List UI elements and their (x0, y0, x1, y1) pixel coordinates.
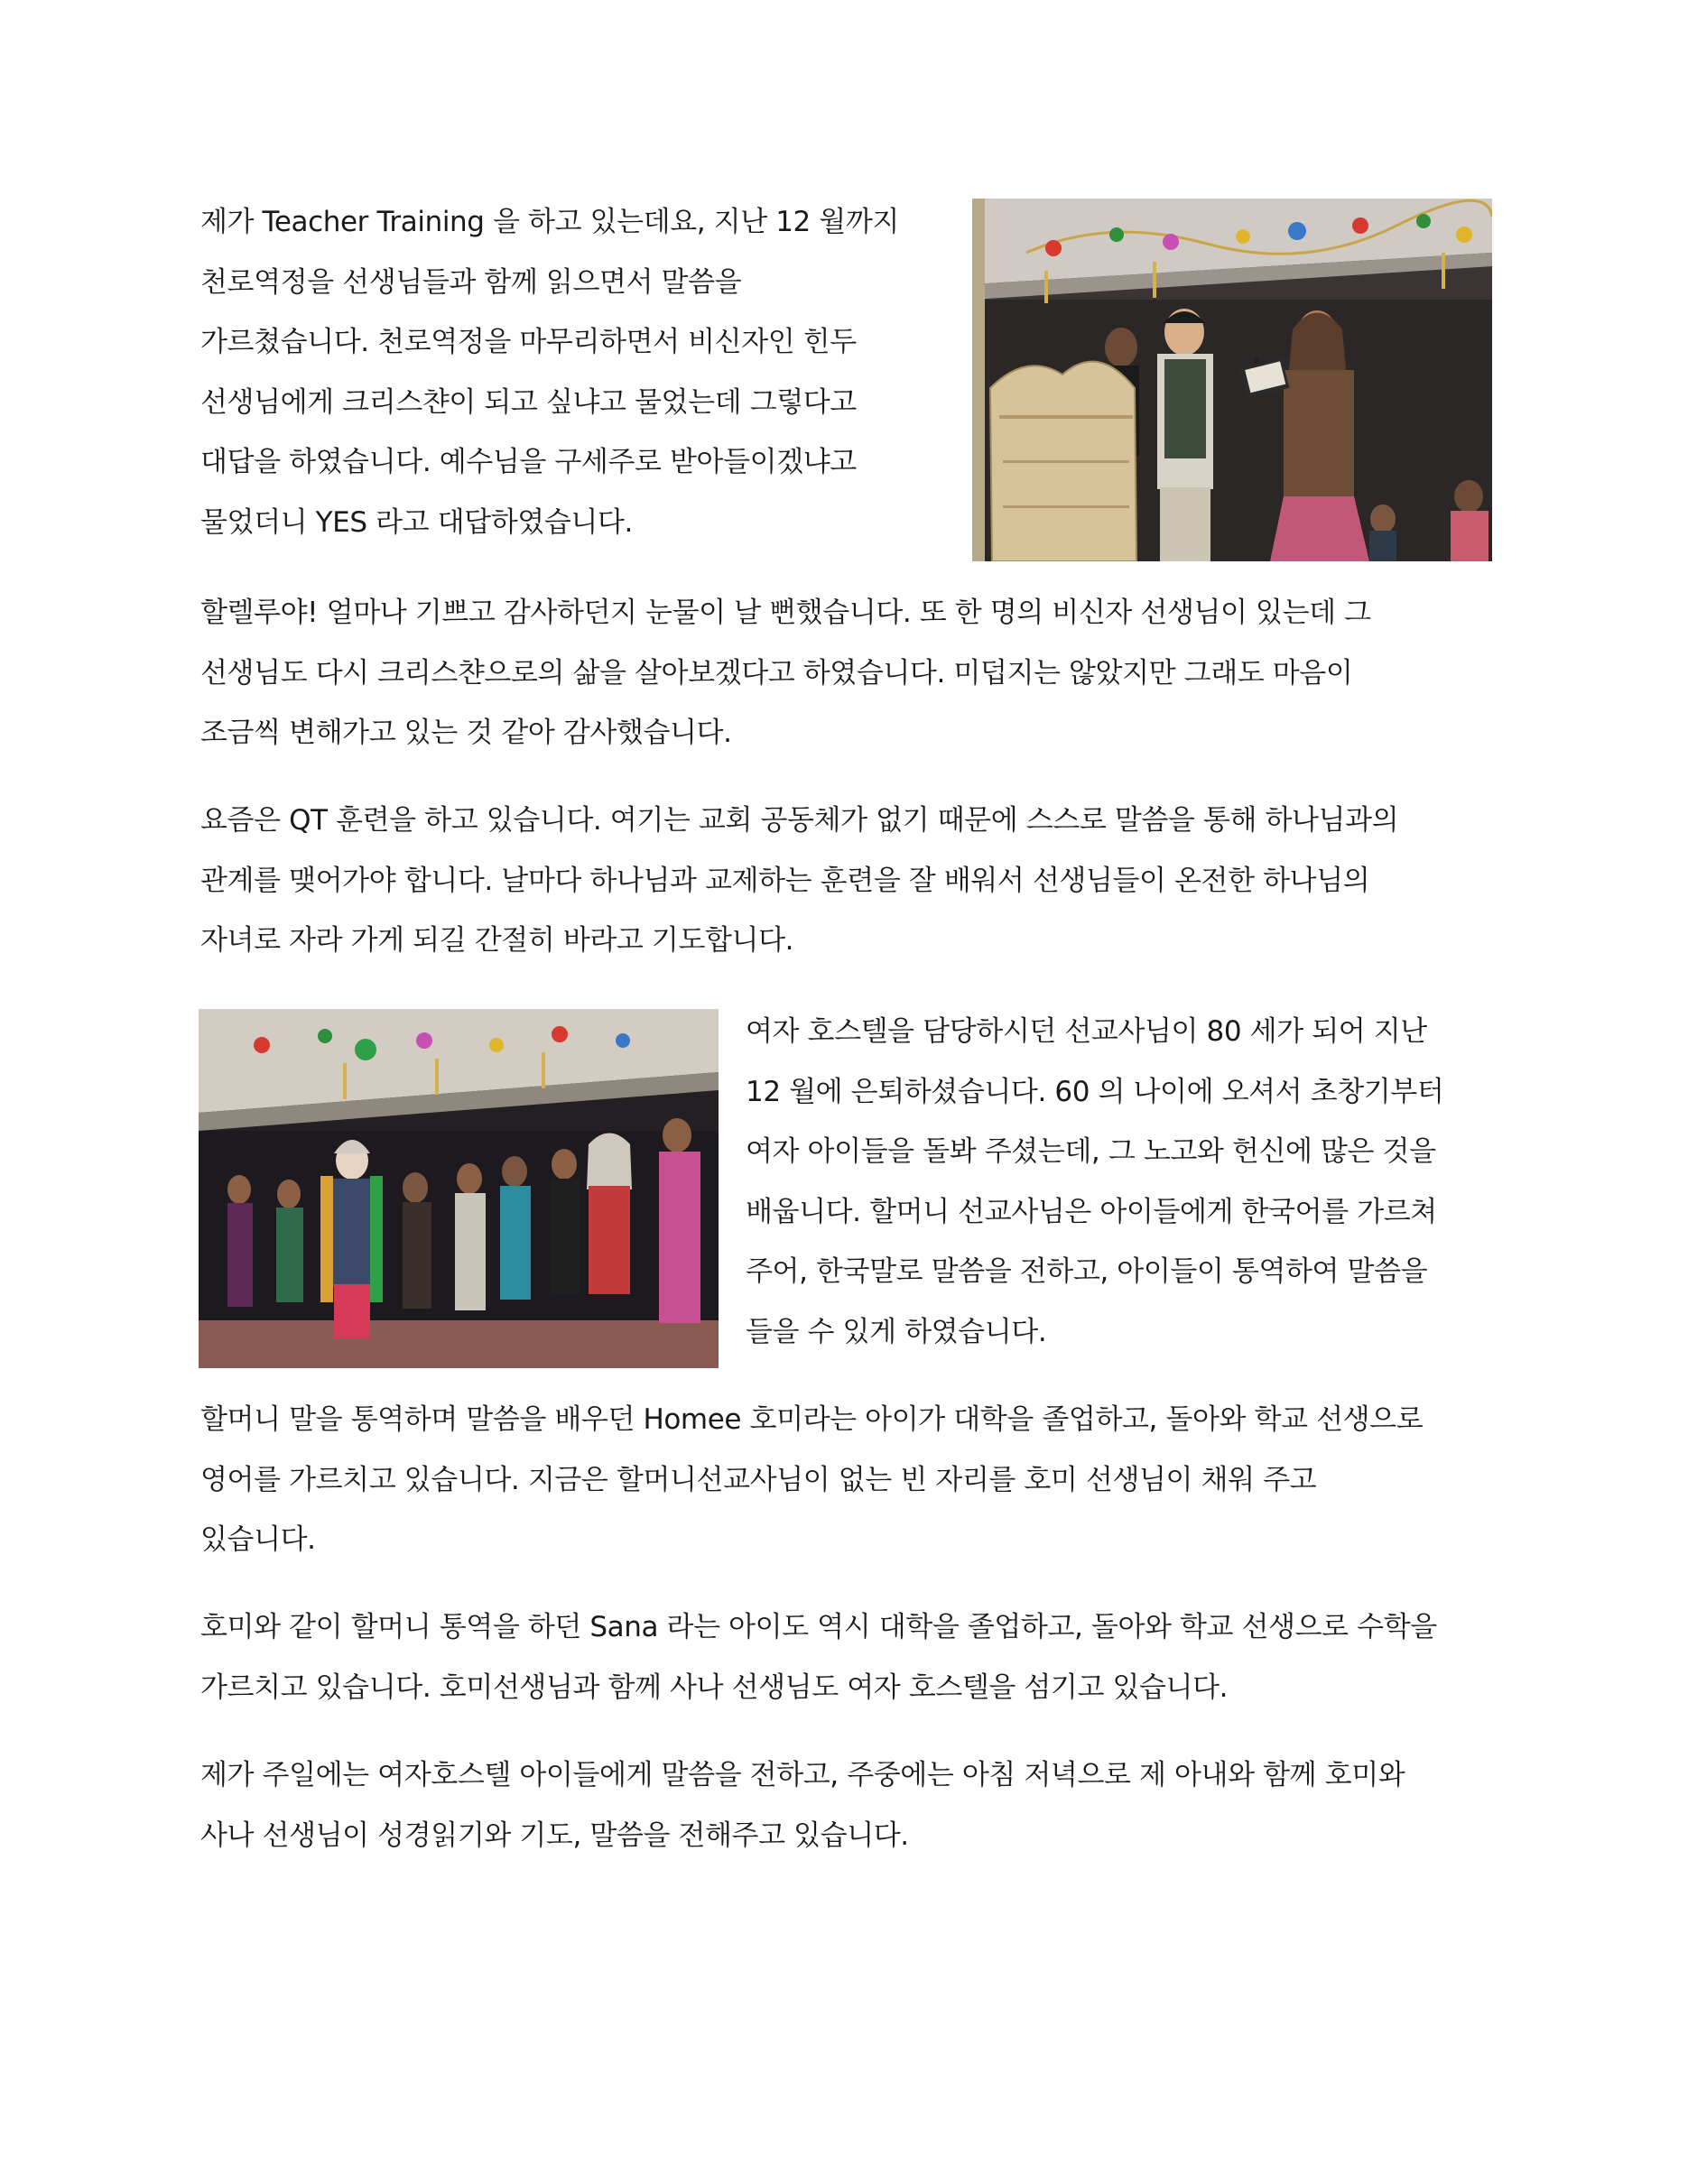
text-line: 제가 주일에는 여자호스텔 아이들에게 말씀을 전하고, 주중에는 아침 저녁으로 제 아내와 함께 호미와 (200, 1759, 1405, 1791)
stage-speakers-photo (972, 199, 1492, 561)
text-line: 제가 Teacher Training 을 하고 있는데요, 지난 12 월까지 (200, 206, 899, 238)
paragraph-hostel-missionary (746, 1002, 1443, 1362)
text-line: 배웁니다. 할머니 선교사님은 아이들에게 한국어를 가르쳐 (746, 1195, 1437, 1228)
paragraph-sunday (200, 1745, 1405, 1865)
hostel-girls-photo (199, 1009, 719, 1368)
text-line: 요즘은 QT 훈련을 하고 있습니다. 여기는 교회 공동체가 없기 때문에 스스로 말씀을 통해 하나님과의 (200, 804, 1399, 837)
text-line: 선생님도 다시 크리스챤으로의 삶을 살아보겠다고 하였습니다. 미덥지는 않았지만 그래도 마음이 (200, 656, 1353, 689)
text-line: 사나 선생님이 성경읽기와 기도, 말씀을 전해주고 있습니다. (200, 1818, 909, 1852)
text-line: 여자 아이들을 돌봐 주셨는데, 그 노고와 헌신에 많은 것을 (746, 1135, 1436, 1168)
paragraph-teacher-training (200, 192, 899, 552)
paragraph-qt-training (200, 791, 1398, 971)
paragraph-sana (200, 1597, 1437, 1717)
text-line: 가르쳤습니다. 천로역정을 마무리하면서 비신자인 힌두 (200, 326, 857, 358)
text-line: 여자 호스텔을 담당하시던 선교사님이 80 세가 되어 지난 (746, 1015, 1427, 1048)
text-line: 들을 수 있게 하였습니다. (746, 1315, 1047, 1348)
text-line: 가르치고 있습니다. 호미선생님과 함께 사나 선생님도 여자 호스텔을 섬기고 있습니다. (200, 1670, 1229, 1704)
text-line: 자녀로 자라 가게 되길 간절히 바라고 기도합니다. (200, 924, 794, 957)
text-line: 할머니 말을 통역하며 말씀을 배우던 Homee 호미라는 아이가 대학을 졸업하고, 돌아와 학교 선생으로 (200, 1403, 1424, 1436)
paragraph-hallelujah (200, 583, 1371, 763)
text-line: 있습니다. (200, 1523, 316, 1556)
text-line: 주어, 한국말로 말씀을 전하고, 아이들이 통역하여 말씀을 (746, 1255, 1428, 1288)
text-line: 물었더니 YES 라고 대답하였습니다. (200, 505, 633, 539)
text-line: 호미와 같이 할머니 통역을 하던 Sana 라는 아이도 역시 대학을 졸업하고, 돌아와 학교 선생으로 수학을 (200, 1611, 1437, 1643)
text-line: 관계를 맺어가야 합니다. 날마다 하나님과 교제하는 훈련을 잘 배워서 선생님들이 온전한 하나님의 (200, 864, 1370, 897)
text-line: 12 월에 은퇴하셨습니다. 60 의 나이에 오셔서 초창기부터 (746, 1075, 1444, 1108)
text-line: 대답을 하였습니다. 예수님을 구세주로 받아들이겠냐고 (200, 446, 857, 478)
text-line: 선생님에게 크리스챤이 되고 싶냐고 물었는데 그렇다고 (200, 385, 857, 419)
text-line: 할렐루야! 얼마나 기쁘고 감사하던지 눈물이 날 뻔했습니다. 또 한 명의 비신자 선생님이 있는데 그 (200, 597, 1371, 629)
text-line: 영어를 가르치고 있습니다. 지금은 할머니선교사님이 없는 빈 자리를 호미 선생님이 채워 주고 (200, 1463, 1317, 1496)
text-line: 천로역정을 선생님들과 함께 읽으면서 말씀을 (200, 265, 742, 299)
paragraph-homee (200, 1390, 1423, 1570)
text-line: 조금씩 변해가고 있는 것 같아 감사했습니다. (200, 717, 732, 749)
